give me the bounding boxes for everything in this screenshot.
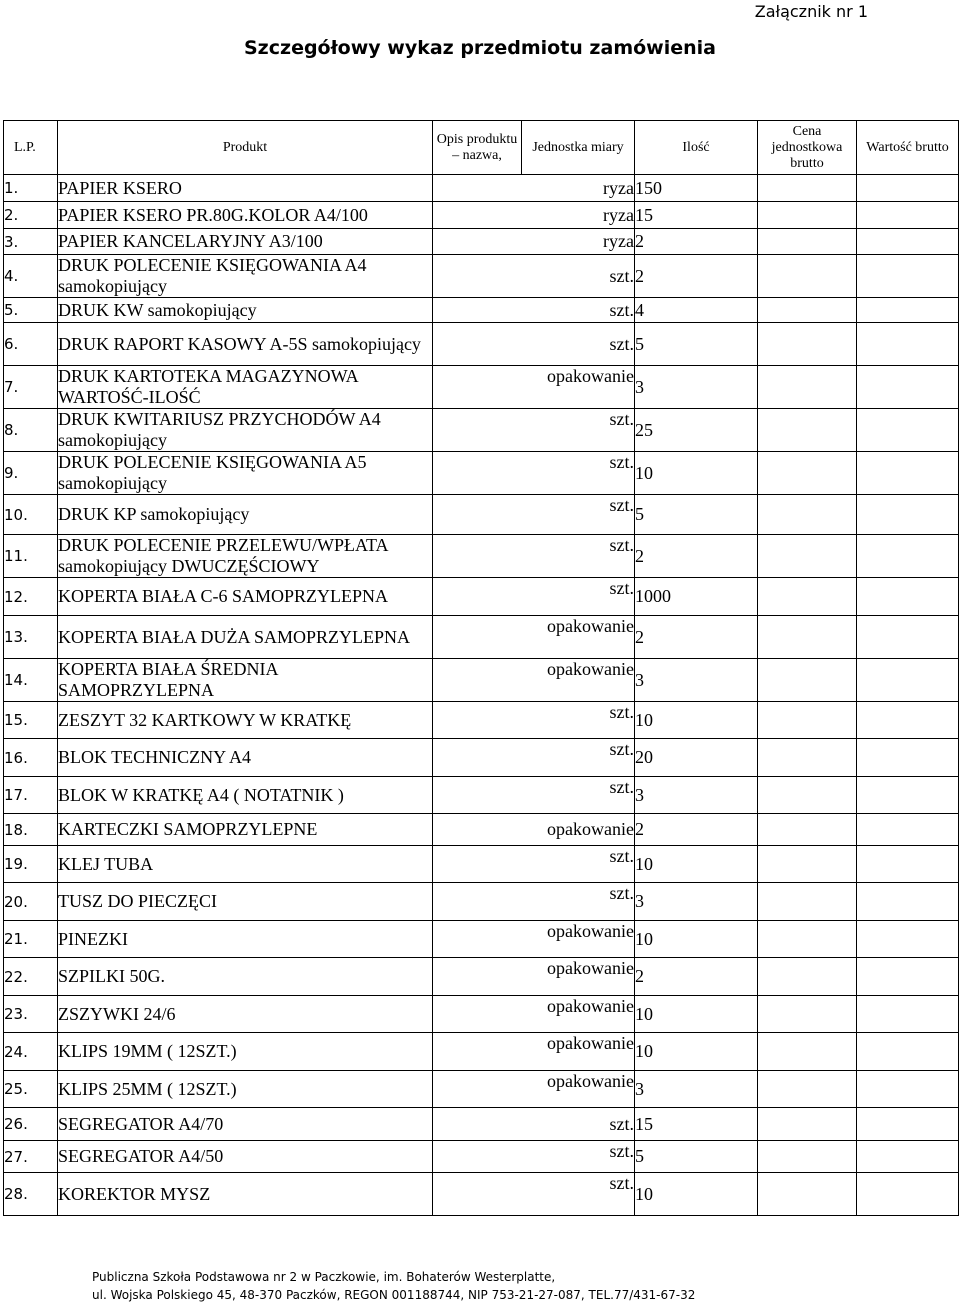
col-header-description: Opis produktu – nazwa, <box>433 121 522 175</box>
row-unit-price <box>758 996 857 1033</box>
row-product: KLEJ TUBA <box>58 846 433 883</box>
row-product: PAPIER KSERO PR.80G.KOLOR A4/100 <box>58 202 433 229</box>
row-description <box>433 495 522 535</box>
row-product: KOPERTA BIAŁA DUŻA SAMOPRZYLEPNA <box>58 616 433 659</box>
row-qty: 15 <box>635 1108 758 1141</box>
row-unit-price <box>758 846 857 883</box>
page-title: Szczegółowy wykaz przedmiotu zamówienia <box>244 37 716 59</box>
row-value <box>857 229 959 255</box>
row-product: DRUK KWITARIUSZ PRZYCHODÓW A4 samokopiujący <box>58 409 433 452</box>
table-row <box>4 777 959 814</box>
table-row <box>4 298 959 323</box>
row-number: 26. <box>4 1108 58 1141</box>
row-qty: 5 <box>635 1141 758 1173</box>
row-unit-price <box>758 958 857 996</box>
table-row <box>4 229 959 255</box>
row-unit: opakowanie <box>522 616 635 659</box>
row-description <box>433 1033 522 1071</box>
table-row <box>4 739 959 777</box>
row-product: KARTECZKI SAMOPRZYLEPNE <box>58 814 433 846</box>
row-number: 7. <box>4 366 58 409</box>
row-number: 16. <box>4 739 58 777</box>
row-qty: 1000 <box>635 578 758 616</box>
row-unit: opakowanie <box>522 921 635 958</box>
row-value <box>857 495 959 535</box>
row-unit: szt. <box>522 578 635 616</box>
table-row <box>4 495 959 535</box>
table-row <box>4 535 959 578</box>
row-qty: 2 <box>635 958 758 996</box>
row-product: DRUK POLECENIE KSIĘGOWANIA A5 samokopiujący <box>58 452 433 495</box>
row-number: 9. <box>4 452 58 495</box>
row-qty: 10 <box>635 452 758 495</box>
row-product: DRUK KARTOTEKA MAGAZYNOWA WARTOŚĆ-ILOŚĆ <box>58 366 433 409</box>
row-unit: szt. <box>522 298 635 323</box>
row-unit: opakowanie <box>522 366 635 409</box>
table-row <box>4 702 959 739</box>
row-description <box>433 739 522 777</box>
row-number: 28. <box>4 1173 58 1216</box>
table-row <box>4 1033 959 1071</box>
row-product: SEGREGATOR A4/70 <box>58 1108 433 1141</box>
row-description <box>433 777 522 814</box>
row-qty: 10 <box>635 1033 758 1071</box>
row-description <box>433 229 522 255</box>
row-unit: szt. <box>522 535 635 578</box>
row-unit: szt. <box>522 255 635 298</box>
col-header-value: Wartość brutto <box>857 121 959 175</box>
row-product: DRUK POLECENIE PRZELEWU/WPŁATA samokopiujący DWUCZĘŚCIOWY <box>58 535 433 578</box>
row-unit: opakowanie <box>522 659 635 702</box>
row-description <box>433 814 522 846</box>
row-description <box>433 1071 522 1108</box>
row-unit: ryza <box>522 175 635 202</box>
col-header-qty: Ilość <box>635 121 758 175</box>
table-row <box>4 958 959 996</box>
items-table <box>3 120 959 1216</box>
table-row <box>4 202 959 229</box>
table-row <box>4 659 959 702</box>
row-unit: szt. <box>522 323 635 366</box>
row-value <box>857 958 959 996</box>
row-number: 19. <box>4 846 58 883</box>
table-row <box>4 255 959 298</box>
row-unit: ryza <box>522 229 635 255</box>
row-unit-price <box>758 659 857 702</box>
table-header-row <box>4 121 959 175</box>
row-unit: opakowanie <box>522 814 635 846</box>
row-description <box>433 883 522 921</box>
row-number: 21. <box>4 921 58 958</box>
row-unit-price <box>758 323 857 366</box>
row-description <box>433 452 522 495</box>
row-value <box>857 739 959 777</box>
row-product: BLOK W KRATKĘ A4 ( NOTATNIK ) <box>58 777 433 814</box>
row-value <box>857 255 959 298</box>
row-number: 18. <box>4 814 58 846</box>
row-description <box>433 702 522 739</box>
row-qty: 2 <box>635 814 758 846</box>
row-unit-price <box>758 255 857 298</box>
row-product: SEGREGATOR A4/50 <box>58 1141 433 1173</box>
col-header-product: Produkt <box>58 121 433 175</box>
row-description <box>433 616 522 659</box>
row-qty: 25 <box>635 409 758 452</box>
row-qty: 4 <box>635 298 758 323</box>
row-product: KLIPS 19MM ( 12SZT.) <box>58 1033 433 1071</box>
table-row <box>4 1141 959 1173</box>
row-number: 5. <box>4 298 58 323</box>
row-value <box>857 1071 959 1108</box>
row-number: 20. <box>4 883 58 921</box>
row-number: 15. <box>4 702 58 739</box>
row-value <box>857 777 959 814</box>
row-description <box>433 578 522 616</box>
row-unit-price <box>758 1108 857 1141</box>
attachment-label: Załącznik nr 1 <box>754 2 868 21</box>
row-number: 23. <box>4 996 58 1033</box>
row-unit: szt. <box>522 1141 635 1173</box>
row-value <box>857 702 959 739</box>
row-number: 6. <box>4 323 58 366</box>
row-value <box>857 616 959 659</box>
row-product: KOPERTA BIAŁA C-6 SAMOPRZYLEPNA <box>58 578 433 616</box>
row-description <box>433 1141 522 1173</box>
footer-line-1: Publiczna Szkoła Podstawowa nr 2 w Paczkowie, im. Bohaterów Westerplatte, <box>92 1270 556 1284</box>
row-description <box>433 409 522 452</box>
row-description <box>433 535 522 578</box>
footer <box>92 1268 695 1304</box>
table-row <box>4 1108 959 1141</box>
row-unit: szt. <box>522 846 635 883</box>
row-description <box>433 202 522 229</box>
row-unit-price <box>758 409 857 452</box>
row-number: 2. <box>4 202 58 229</box>
row-unit-price <box>758 495 857 535</box>
row-number: 10. <box>4 495 58 535</box>
row-value <box>857 1033 959 1071</box>
row-description <box>433 921 522 958</box>
row-qty: 3 <box>635 1071 758 1108</box>
row-value <box>857 846 959 883</box>
table-row <box>4 1071 959 1108</box>
row-qty: 2 <box>635 616 758 659</box>
table-row <box>4 814 959 846</box>
row-qty: 10 <box>635 996 758 1033</box>
row-number: 14. <box>4 659 58 702</box>
row-description <box>433 958 522 996</box>
row-product: PINEZKI <box>58 921 433 958</box>
row-product: KOPERTA BIAŁA ŚREDNIA SAMOPRZYLEPNA <box>58 659 433 702</box>
row-number: 4. <box>4 255 58 298</box>
row-unit: szt. <box>522 1173 635 1216</box>
row-value <box>857 921 959 958</box>
table-row <box>4 846 959 883</box>
row-number: 13. <box>4 616 58 659</box>
row-unit-price <box>758 1071 857 1108</box>
row-unit-price <box>758 777 857 814</box>
row-number: 22. <box>4 958 58 996</box>
row-description <box>433 323 522 366</box>
row-unit: szt. <box>522 1108 635 1141</box>
col-header-unit: Jednostka miary <box>522 121 635 175</box>
row-unit-price <box>758 1141 857 1173</box>
row-number: 27. <box>4 1141 58 1173</box>
row-value <box>857 659 959 702</box>
row-product: ZSZYWKI 24/6 <box>58 996 433 1033</box>
row-description <box>433 846 522 883</box>
row-qty: 10 <box>635 846 758 883</box>
row-qty: 10 <box>635 702 758 739</box>
row-unit-price <box>758 1173 857 1216</box>
table-row <box>4 452 959 495</box>
row-description <box>433 175 522 202</box>
row-number: 1. <box>4 175 58 202</box>
table-row <box>4 323 959 366</box>
table-row <box>4 578 959 616</box>
table-row <box>4 616 959 659</box>
table-row <box>4 366 959 409</box>
table-row <box>4 1173 959 1216</box>
row-value <box>857 452 959 495</box>
table-row <box>4 175 959 202</box>
row-unit: opakowanie <box>522 1033 635 1071</box>
row-value <box>857 578 959 616</box>
row-value <box>857 409 959 452</box>
row-unit: szt. <box>522 883 635 921</box>
row-unit-price <box>758 229 857 255</box>
row-unit-price <box>758 578 857 616</box>
row-qty: 3 <box>635 659 758 702</box>
table-row <box>4 409 959 452</box>
row-qty: 2 <box>635 229 758 255</box>
row-unit: szt. <box>522 452 635 495</box>
row-product: KOREKTOR MYSZ <box>58 1173 433 1216</box>
table-row <box>4 921 959 958</box>
row-value <box>857 535 959 578</box>
row-number: 3. <box>4 229 58 255</box>
row-unit-price <box>758 814 857 846</box>
row-product: PAPIER KANCELARYJNY A3/100 <box>58 229 433 255</box>
row-description <box>433 996 522 1033</box>
footer-line-2: ul. Wojska Polskiego 45, 48-370 Paczków, REGON 001188744, NIP 753-21-27-087, TEL.77/431-67-32 <box>92 1288 696 1302</box>
row-qty: 3 <box>635 366 758 409</box>
row-description <box>433 659 522 702</box>
row-number: 25. <box>4 1071 58 1108</box>
row-value <box>857 814 959 846</box>
row-number: 11. <box>4 535 58 578</box>
row-unit-price <box>758 883 857 921</box>
row-qty: 10 <box>635 1173 758 1216</box>
table-row <box>4 883 959 921</box>
row-qty: 10 <box>635 921 758 958</box>
row-unit-price <box>758 1033 857 1071</box>
row-product: PAPIER KSERO <box>58 175 433 202</box>
row-unit: szt. <box>522 739 635 777</box>
row-description <box>433 1108 522 1141</box>
row-qty: 2 <box>635 255 758 298</box>
row-product: DRUK POLECENIE KSIĘGOWANIA A4 samokopiujący <box>58 255 433 298</box>
row-qty: 150 <box>635 175 758 202</box>
row-value <box>857 883 959 921</box>
row-product: DRUK KP samokopiujący <box>58 495 433 535</box>
row-product: DRUK KW samokopiujący <box>58 298 433 323</box>
row-unit-price <box>758 739 857 777</box>
row-description <box>433 255 522 298</box>
row-description <box>433 298 522 323</box>
row-number: 8. <box>4 409 58 452</box>
row-value <box>857 175 959 202</box>
row-product: DRUK RAPORT KASOWY A-5S samokopiujący <box>58 323 433 366</box>
row-number: 24. <box>4 1033 58 1071</box>
table-row <box>4 996 959 1033</box>
row-unit: opakowanie <box>522 996 635 1033</box>
row-value <box>857 323 959 366</box>
row-value <box>857 366 959 409</box>
row-qty: 5 <box>635 323 758 366</box>
row-qty: 2 <box>635 535 758 578</box>
row-unit: szt. <box>522 409 635 452</box>
row-unit: szt. <box>522 495 635 535</box>
col-header-lp: L.P. <box>4 121 58 175</box>
row-value <box>857 202 959 229</box>
row-unit-price <box>758 702 857 739</box>
row-unit-price <box>758 298 857 323</box>
row-unit-price <box>758 921 857 958</box>
row-value <box>857 1108 959 1141</box>
row-description <box>433 1173 522 1216</box>
row-description <box>433 366 522 409</box>
row-unit: ryza <box>522 202 635 229</box>
row-number: 17. <box>4 777 58 814</box>
row-product: ZESZYT 32 KARTKOWY W KRATKĘ <box>58 702 433 739</box>
row-qty: 3 <box>635 883 758 921</box>
row-unit: opakowanie <box>522 1071 635 1108</box>
row-unit-price <box>758 366 857 409</box>
row-qty: 15 <box>635 202 758 229</box>
row-value <box>857 1173 959 1216</box>
row-unit-price <box>758 616 857 659</box>
row-unit: opakowanie <box>522 958 635 996</box>
row-unit-price <box>758 452 857 495</box>
row-value <box>857 996 959 1033</box>
row-unit-price <box>758 202 857 229</box>
row-number: 12. <box>4 578 58 616</box>
row-qty: 3 <box>635 777 758 814</box>
row-unit: szt. <box>522 702 635 739</box>
col-header-unit-price: Cena jednostkowa brutto <box>758 121 857 175</box>
row-qty: 5 <box>635 495 758 535</box>
row-unit: szt. <box>522 777 635 814</box>
row-value <box>857 298 959 323</box>
row-product: BLOK TECHNICZNY A4 <box>58 739 433 777</box>
row-product: TUSZ DO PIECZĘCI <box>58 883 433 921</box>
row-value <box>857 1141 959 1173</box>
row-unit-price <box>758 535 857 578</box>
row-product: SZPILKI 50G. <box>58 958 433 996</box>
row-product: KLIPS 25MM ( 12SZT.) <box>58 1071 433 1108</box>
row-qty: 20 <box>635 739 758 777</box>
row-unit-price <box>758 175 857 202</box>
